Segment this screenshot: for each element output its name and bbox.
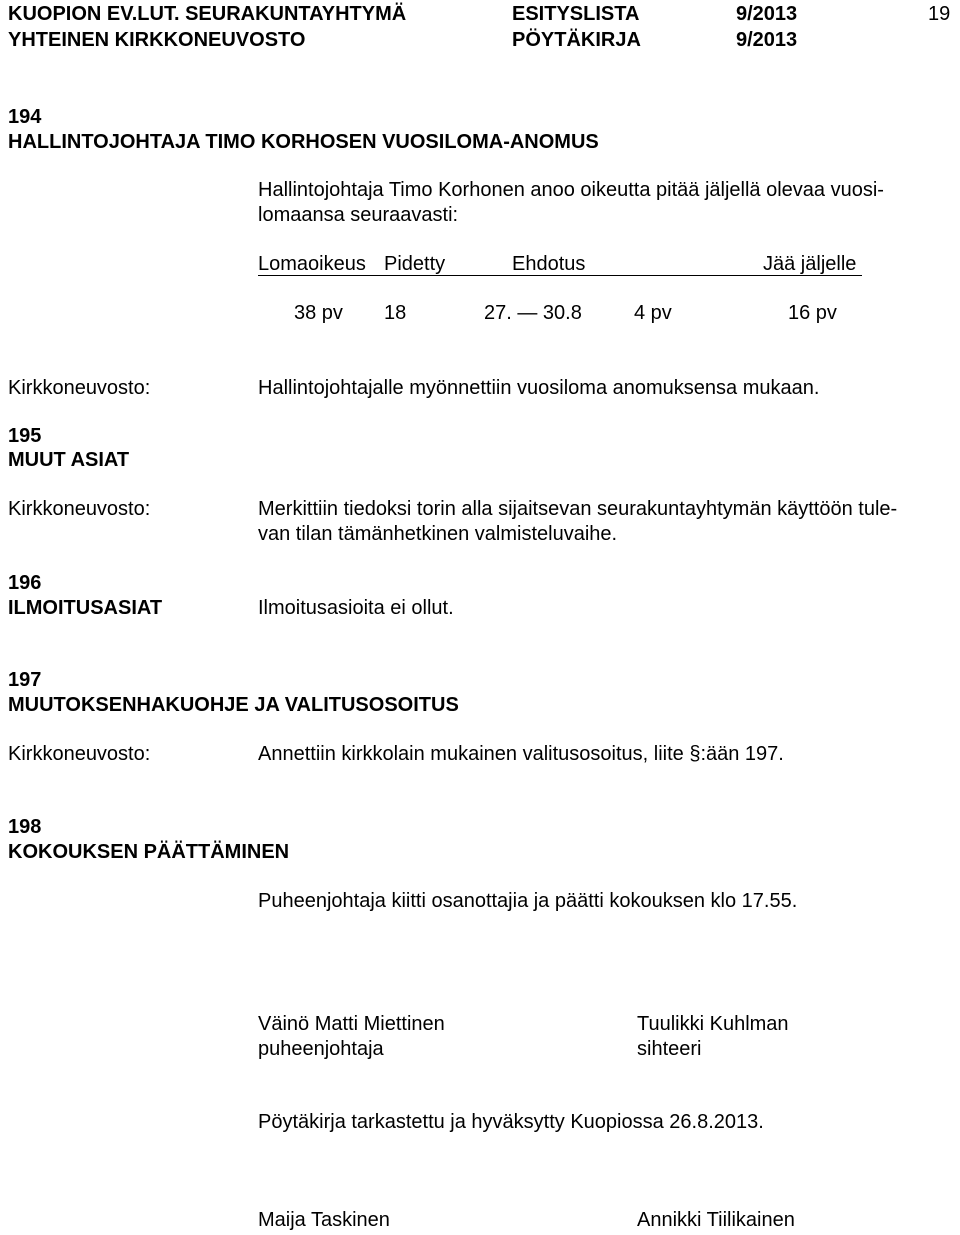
verifier-first: Maija Taskinen: [258, 1209, 390, 1231]
section-title: KOKOUKSEN PÄÄTTÄMINEN: [8, 841, 290, 863]
council-name: YHTEINEN KIRKKONEUVOSTO: [8, 29, 306, 51]
chair-name: Väinö Matti Miettinen: [258, 1013, 445, 1035]
cell-ehdotus-dates: 27. — 30.8: [484, 302, 582, 324]
doc-type-agenda: ESITYSLISTA: [512, 3, 640, 25]
decision-line-2: van tilan tämänhetkinen valmisteluvaihe.: [258, 523, 618, 545]
table-header-jaa-jaljelle: Jää jäljelle: [763, 253, 857, 275]
verification-statement: Pöytäkirja tarkastettu ja hyväksytty Kuopiossa 26.8.2013.: [258, 1111, 764, 1133]
decision-text: Annettiin kirkkolain mukainen valitusosoitus, liite §:ään 197.: [258, 743, 784, 765]
page-number: 19: [928, 3, 951, 25]
section-number: 197: [8, 669, 42, 691]
table-header-lomaoikeus: Lomaoikeus: [258, 253, 366, 275]
verifier-second: Annikki Tiilikainen: [637, 1209, 795, 1231]
cell-jaa-jaljelle: 16 pv: [788, 302, 837, 324]
decision-text: Hallintojohtajalle myönnettiin vuosiloma anomuksensa mukaan.: [258, 377, 820, 399]
decision-label: Kirkkoneuvosto:: [8, 743, 151, 765]
decision-label: Kirkkoneuvosto:: [8, 498, 151, 520]
secretary-name: Tuulikki Kuhlman: [637, 1013, 789, 1035]
section-title: MUUT ASIAT: [8, 449, 130, 471]
chair-role: puheenjohtaja: [258, 1038, 384, 1060]
intro-line-1: Hallintojohtaja Timo Korhonen anoo oikeutta pitää jäljellä olevaa vuosi-: [258, 179, 884, 201]
cell-lomaoikeus: 38 pv: [294, 302, 343, 324]
issue-agenda: 9/2013: [736, 3, 798, 25]
table-header-pidetty: Pidetty: [384, 253, 446, 275]
cell-pidetty: 18: [384, 302, 407, 324]
intro-line-2: lomaansa seuraavasti:: [258, 204, 459, 226]
decision-line-1: Merkittiin tiedoksi torin alla sijaitsevan seurakuntayhtymän käyttöön tule-: [258, 498, 898, 520]
section-text: Ilmoitusasioita ei ollut.: [258, 597, 454, 619]
section-title: HALLINTOJOHTAJA TIMO KORHOSEN VUOSILOMA-ANOMUS: [8, 131, 599, 153]
section-number: 194: [8, 106, 42, 128]
secretary-role: sihteeri: [637, 1038, 702, 1060]
section-number: 195: [8, 425, 42, 447]
decision-label: Kirkkoneuvosto:: [8, 377, 151, 399]
cell-ehdotus-days: 4 pv: [634, 302, 672, 324]
section-number: 196: [8, 572, 42, 594]
section-text: Puheenjohtaja kiitti osanottajia ja päätti kokouksen klo 17.55.: [258, 890, 798, 912]
issue-minutes: 9/2013: [736, 29, 798, 51]
section-title: ILMOITUSASIAT: [8, 597, 163, 619]
section-title: MUUTOKSENHAKUOHJE JA VALITUSOSOITUS: [8, 694, 459, 716]
org-name: KUOPION EV.LUT. SEURAKUNTAYHTYMÄ: [8, 3, 407, 25]
section-number: 198: [8, 816, 42, 838]
table-header-underline: [258, 275, 862, 276]
table-header-ehdotus: Ehdotus: [512, 253, 586, 275]
doc-type-minutes: PÖYTÄKIRJA: [512, 29, 641, 51]
